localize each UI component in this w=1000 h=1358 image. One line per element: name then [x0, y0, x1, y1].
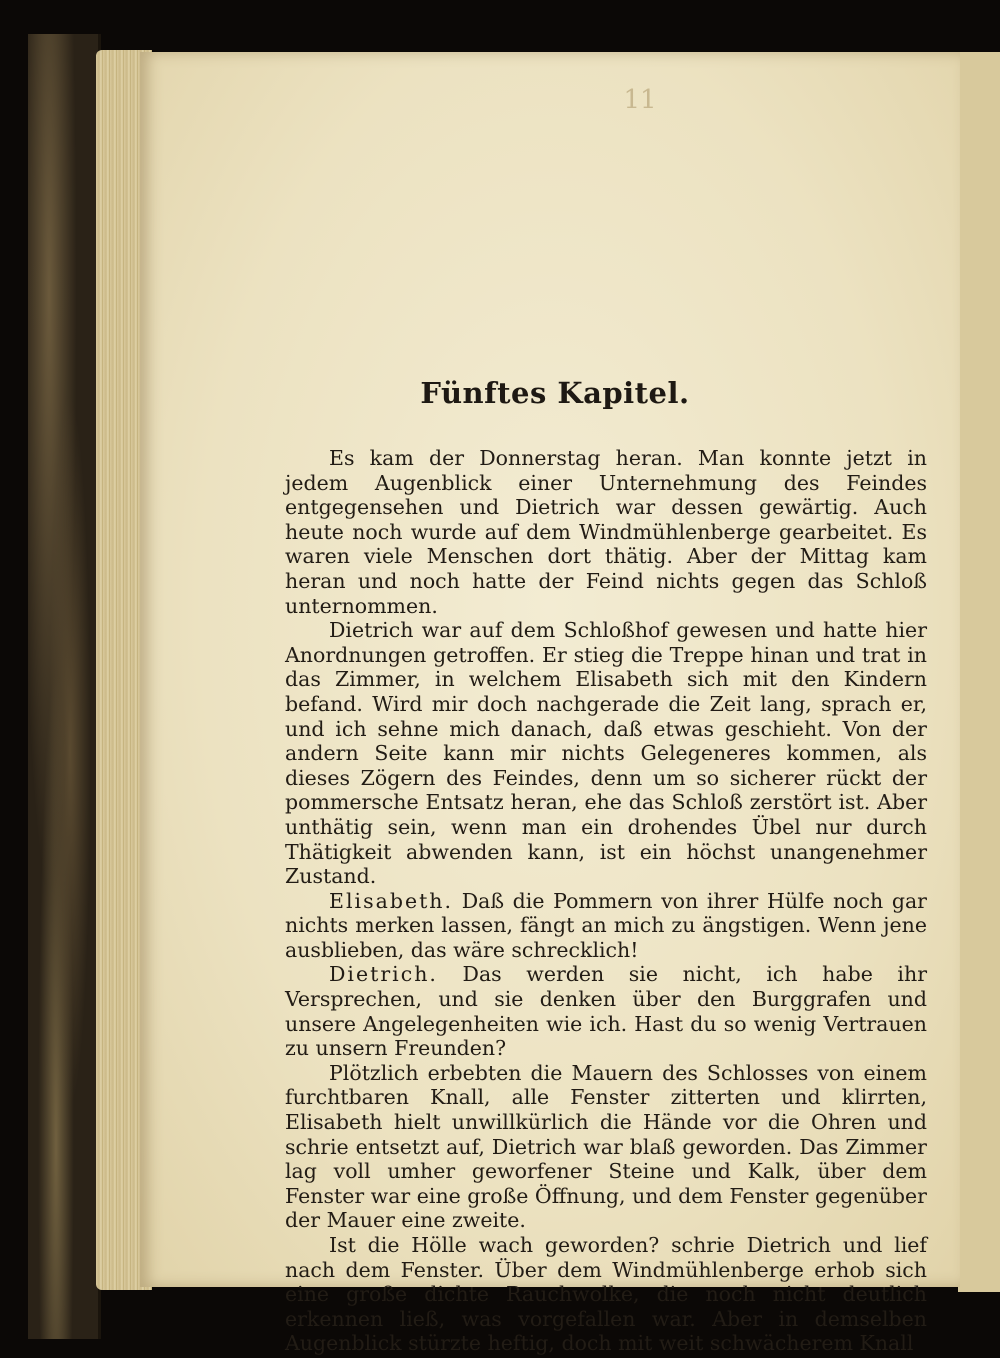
- paragraph-6: [285, 1233, 927, 1356]
- chapter-title: Fünftes Kapitel.: [420, 376, 690, 410]
- paragraph-text: Das werden sie nicht, ich habe ihr Versprechen, und sie denken über den Burggrafen und unsere Angelegenheiten wie ich. Hast du so wenig Vertrauen zu unsern Freunden?: [285, 962, 927, 1061]
- paragraph-1: [285, 446, 927, 618]
- paragraph-text: Dietrich war auf dem Schloßhof gewesen und hatte hier Anordnungen getroffen. Er stieg die Treppe hinan und trat in das Zimmer, in welchem Elisabeth sich mit den Kindern befand. Wird mir doch nachgerade die Zeit lang, sprach er, und ich sehne mich danach, daß etwas geschieht. Von der andern Seite kann mir nichts Gelegeneres kommen, als dieses Zögern des Feindes, denn um so sicherer rückt der pommersche Entsatz heran, ehe das Schloß zerstört ist. Aber unthätig sein, wenn man ein drohendes Übel nur durch Thätigkeit abwenden kann, ist ein höchst unangenehmer Zustand.: [285, 618, 927, 889]
- book-cover: [28, 34, 101, 1339]
- paragraph-text: Ist die Hölle wach geworden? schrie Dietrich und lief nach dem Fenster. Über dem Windmühlenberge erhob sich eine große dichte Rauchwolke, die noch nicht deutlich erkennen ließ, was vorgefallen war. Aber in demselben Augenblick stürzte heftig, doch mit weit schwächerem Knall: [285, 1233, 927, 1356]
- paragraph-text: Daß die Pommern von ihrer Hülfe noch gar nichts merken lassen, fängt an mich zu ängstigen. Wenn jene ausblieben, das wäre schrecklich!: [285, 888, 927, 962]
- next-page-edge: [958, 52, 1000, 1292]
- page-number: 11: [623, 85, 657, 115]
- speaker-name: Dietrich.: [329, 962, 438, 987]
- speaker-name: Elisabeth.: [329, 888, 454, 913]
- show-through-text: [280, 170, 930, 370]
- paragraph-5: [285, 1061, 927, 1233]
- paragraph-text: Plötzlich erbebten die Mauern des Schlosses von einem furchtbaren Knall, alle Fenster zitterten und klirrten, Elisabeth hielt unwillkürlich die Hände vor die Ohren und schrie entsetzt auf, Dietrich war blaß geworden. Das Zimmer lag voll umher geworfener Steine und Kalk, über dem Fenster war eine große Öffnung, und dem Fenster gegenüber der Mauer eine zweite.: [285, 1060, 927, 1233]
- body-text: [285, 446, 927, 1356]
- paragraph-4: [285, 962, 927, 1060]
- paragraph-2: [285, 618, 927, 889]
- paragraph-text: Es kam der Donnerstag heran. Man konnte jetzt in jedem Augenblick einer Unternehmung des Feindes entgegensehen und Dietrich war dessen gewärtig. Auch heute noch wurde auf dem Windmühlenberge gearbeitet. Es waren viele Menschen dort thätig. Aber der Mittag kam heran und noch hatte der Feind nichts gegen das Schloß unternommen.: [285, 446, 927, 618]
- paragraph-3: [285, 889, 927, 963]
